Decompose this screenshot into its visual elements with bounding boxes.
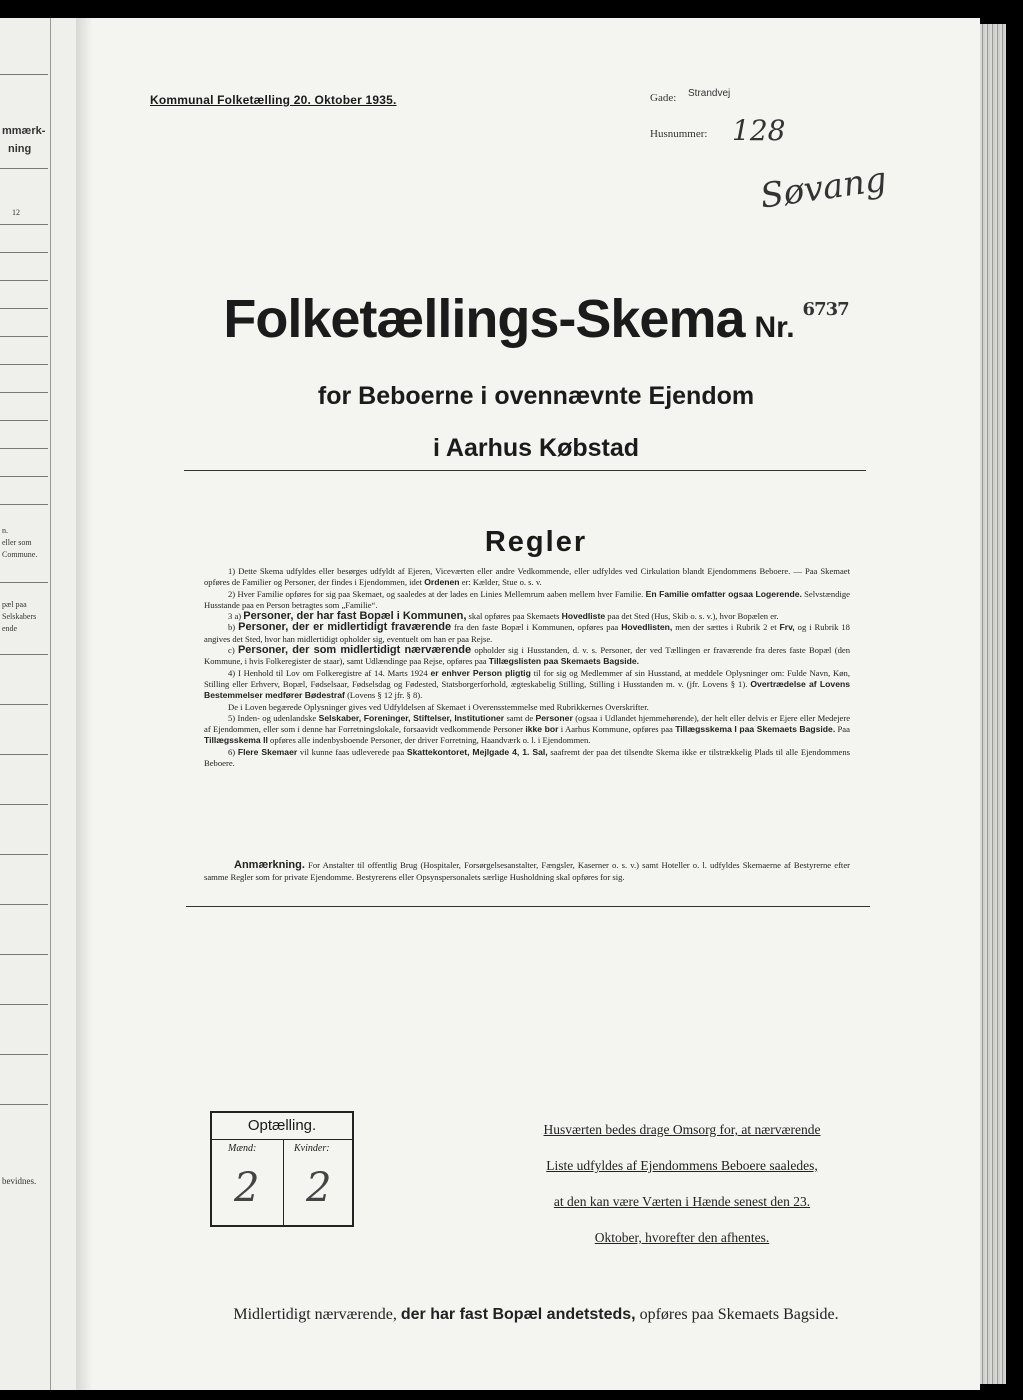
- left-fragment: mmærk-: [2, 125, 46, 137]
- women-label: Kvinder:: [294, 1143, 330, 1154]
- remark-text: For Anstalter til offentlig Brug (Hospitaler, Forsørgelsesanstalter, Fængsler, Kaserner o. s. v.) samt Hoteller o. l. udfyldes Skemaerne af Bestyrerne efter samme Regler som for private Ejendomme. Bestyrerens eller Opsynspersonalets særlige Husholdning skal opføres for sig.: [204, 860, 850, 882]
- form-title-main: Folketællings-Skema: [223, 289, 745, 349]
- divider-line: [186, 906, 870, 907]
- landlord-notice: [512, 1112, 852, 1256]
- rule-1: 1) Dette Skema udfyldes eller besørges udfyldt af Ejeren, Viceværten eller andre Vedkommende, eller udfyldes ved Cirkulation blandt Ejendommens Beboere. — Paa Skemaet opføres de Familier og Personer, der findes i Ejendommen, idet Ordenen er: Kælder, Stue o. s. v.: [204, 566, 850, 588]
- count-heading: Optælling.: [212, 1113, 352, 1140]
- notice-line: Husværten bedes drage Omsorg for, at nærværende: [543, 1122, 821, 1137]
- stacked-page-edges: [980, 24, 1006, 1384]
- notice-line: Oktober, hvorefter den afhentes.: [594, 1230, 770, 1245]
- house-number-label: Husnummer:: [650, 128, 708, 140]
- divider-line: [184, 470, 866, 471]
- left-fragment: 12: [12, 208, 20, 217]
- handwritten-name: Søvang: [757, 159, 890, 217]
- rule-4: 4) I Henhold til Lov om Folkeregistre af 14. Marts 1924 er enhver Person pligtig til for sig og Medlemmer af sin Husstand, at meddele Oplysninger om: Fulde Navn, Køn, Stilling eller Erhverv, Bopæl, Fødselsaar, Fødselsdag og Fødested, Statsborgerforhold, ægteskabelig Stilling, Stilling i Husstanden m. v. (jfr. Lovens § 1). Overtrædelse af Lovens Bestemmelser medfører Bødestraf (Lovens § 12 jfr. § 8).: [204, 667, 851, 701]
- street-value: Strandvej: [688, 88, 731, 99]
- count-box: [210, 1111, 354, 1227]
- left-fragment: pæl paa: [2, 600, 27, 609]
- remark-label: Anmærkning.: [234, 859, 305, 871]
- rule-2: 2) Hver Familie opføres for sig paa Skemaet, og saaledes at der lades en Linies Mellemrum aaben mellem hver Familie. En Familie omfatter ogsaa Logerende. Selvstændige Husstande paa en Person betragtes som „Familie“.: [204, 588, 850, 610]
- rule-3c: c) Personer, der som midlertidigt nærværende opholder sig i Husstanden, d. v. s. Personer, der ved Tællingen er fraværende fra deres faste Bopæl (den Kommune, i hvis Folkeregister de staar), samt Udlændinge paa Rejse, opføres paa Tillægslisten paa Skemaets Bagside.: [204, 644, 850, 667]
- house-number-value: 128: [732, 114, 786, 147]
- rule-3b: b) Personer, der er midlertidigt fraværende fra den faste Bopæl i Kommunen, opføres paa Hovedlisten, men der sættes i Rubrik 2 et Frv, og i Rubrik 18 angives det Sted, hvor han midlertidigt opholder sig, eventuelt om han er paa Rejse.: [204, 621, 850, 644]
- men-label: Mænd:: [228, 1143, 257, 1154]
- notice-line: Liste udfyldes af Ejendommens Beboere saaledes,: [546, 1158, 818, 1173]
- census-form-page: [92, 18, 980, 1390]
- rule-3a: 3 a) Personer, der har fast Bopæl i Kommunen, skal opføres paa Skemaets Hovedliste paa det Sted (Hus, Skib o. s. v.), hvor Bopælen er.: [228, 610, 779, 623]
- rule-6: 6) Flere Skemaer vil kunne faas udleverede paa Skattekontoret, Mejlgade 4, 1. Sal, saafremt der paa det tilsendte Skema ikke er tilstrækkelig Plads til alle Ejendommens Beboere.: [204, 746, 850, 769]
- left-fragment: n.: [2, 526, 8, 535]
- left-fragment: Commune.: [2, 550, 38, 559]
- form-number-label: Nr.: [754, 311, 795, 344]
- page-gutter: [76, 18, 92, 1390]
- rules-text: [204, 566, 850, 769]
- form-number-value: 6737: [802, 299, 849, 320]
- rules-heading: Regler: [484, 526, 588, 558]
- left-fragment: ning: [8, 143, 32, 155]
- street-label: Gade:: [650, 92, 677, 104]
- left-page-edge: [0, 18, 76, 1390]
- form-subtitle: for Beboerne i ovennævnte Ejendom: [317, 382, 755, 410]
- rule-4-extra: De i Loven begærede Oplysninger gives ved Udfyldelsen af Skemaet i Overensstemmelse med Rubrikkernes Overskrifter.: [228, 701, 649, 712]
- left-fragment: bevidnes.: [2, 1176, 37, 1186]
- left-fragment: Selskabers: [2, 612, 37, 621]
- form-location: i Aarhus Købstad: [432, 434, 640, 462]
- rule-5: 5) Inden- og udenlandske Selskaber, Foreninger, Stiftelser, Institutioner samt de Personer (ogsaa i Udlandet hjemmehørende), der helt eller delvis er Ejere eller Medejere af Ejendommen, eller som i denne har Forretningslokale, forsaavidt vedkommende Personer ikke bor i Aarhus Kommune, opføres paa Tillægsskema I paa Skemaets Bagside. Paa Tillægsskema II opføres alle indenbysboende Personer, der driver Forretning, Haandværk o. l. i Ejendommen.: [204, 712, 851, 746]
- census-header: Kommunal Folketælling 20. Oktober 1935.: [150, 93, 397, 107]
- form-title: [92, 288, 980, 350]
- women-count: 2: [306, 1165, 332, 1211]
- remark: [204, 860, 850, 883]
- notice-line: at den kan være Værten i Hænde senest den 23.: [553, 1194, 811, 1209]
- footer-note: Midlertidigt nærværende, der har fast Bopæl andetsteds, opføres paa Skemaets Bagside.: [233, 1306, 839, 1323]
- men-count: 2: [234, 1165, 260, 1211]
- left-fragment: ende: [2, 624, 18, 633]
- left-fragment: eller som: [2, 538, 32, 547]
